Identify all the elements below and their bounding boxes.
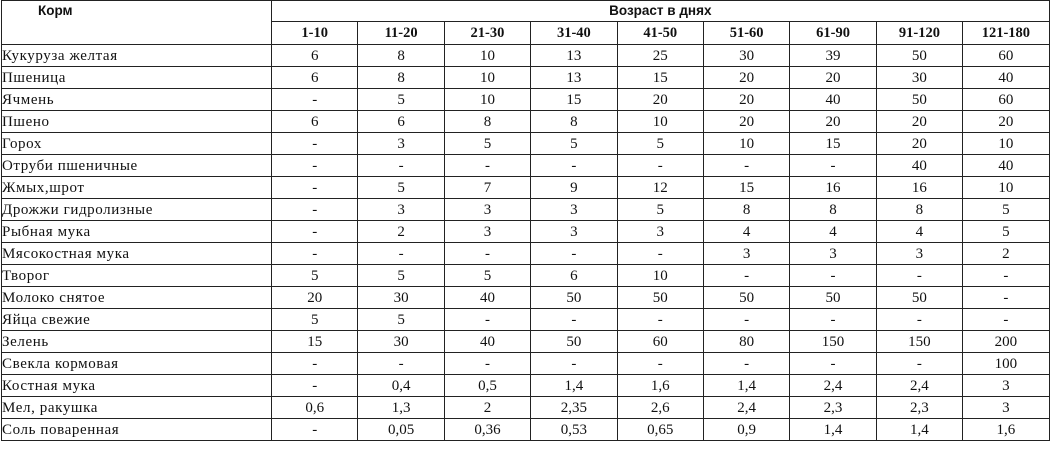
value-cell: - xyxy=(703,353,789,375)
value-cell: - xyxy=(790,353,876,375)
table-row xyxy=(2,111,1050,133)
value-cell: 5 xyxy=(272,309,358,331)
value-cell: 10 xyxy=(617,265,703,287)
value-cell: 2,6 xyxy=(617,397,703,419)
value-cell: 5 xyxy=(617,199,703,221)
value-cell: 5 xyxy=(444,265,530,287)
value-cell: - xyxy=(444,309,530,331)
table-row xyxy=(2,199,1050,221)
table-row xyxy=(2,419,1050,441)
value-cell: 2,3 xyxy=(790,397,876,419)
age-column-header: 91-120 xyxy=(876,22,962,45)
value-cell: - xyxy=(963,265,1049,287)
value-cell: 0,4 xyxy=(358,375,444,397)
value-cell: 10 xyxy=(444,45,530,67)
value-cell: 0,53 xyxy=(531,419,617,441)
value-cell: 1,4 xyxy=(790,419,876,441)
table-header xyxy=(2,1,1050,45)
feed-name-cell: Горох xyxy=(2,133,272,155)
value-cell: 9 xyxy=(531,177,617,199)
value-cell: - xyxy=(963,287,1049,309)
value-cell: 20 xyxy=(963,111,1049,133)
feed-name-cell: Ячмень xyxy=(2,89,272,111)
value-cell: 10 xyxy=(444,89,530,111)
value-cell: - xyxy=(272,375,358,397)
value-cell: 3 xyxy=(617,221,703,243)
value-cell: 15 xyxy=(531,89,617,111)
value-cell: - xyxy=(272,199,358,221)
age-column-header: 21-30 xyxy=(444,22,530,45)
value-cell: 5 xyxy=(272,265,358,287)
feed-name-cell: Молоко снятое xyxy=(2,287,272,309)
value-cell: 60 xyxy=(963,89,1049,111)
value-cell: - xyxy=(272,133,358,155)
value-cell: 10 xyxy=(444,67,530,89)
value-cell: - xyxy=(444,353,530,375)
value-cell: - xyxy=(617,309,703,331)
feed-name-cell: Мел, ракушка xyxy=(2,397,272,419)
table-row xyxy=(2,221,1050,243)
value-cell: 20 xyxy=(790,111,876,133)
value-cell: 6 xyxy=(272,67,358,89)
value-cell: 40 xyxy=(444,331,530,353)
table-body xyxy=(2,45,1050,441)
age-column-header: 61-90 xyxy=(790,22,876,45)
feed-name-cell: Мясокостная мука xyxy=(2,243,272,265)
value-cell: 3 xyxy=(963,375,1049,397)
value-cell: 2,4 xyxy=(876,375,962,397)
value-cell: 20 xyxy=(617,89,703,111)
value-cell: 20 xyxy=(272,287,358,309)
value-cell: 4 xyxy=(876,221,962,243)
value-cell: 150 xyxy=(876,331,962,353)
table-row xyxy=(2,177,1050,199)
age-column-header: 121-180 xyxy=(963,22,1049,45)
value-cell: 50 xyxy=(876,45,962,67)
feed-name-cell: Яйца свежие xyxy=(2,309,272,331)
age-column-header: 31-40 xyxy=(531,22,617,45)
value-cell: 50 xyxy=(531,331,617,353)
value-cell: 150 xyxy=(790,331,876,353)
table-row xyxy=(2,309,1050,331)
feed-name-cell: Свекла кормовая xyxy=(2,353,272,375)
table-row xyxy=(2,67,1050,89)
value-cell: 25 xyxy=(617,45,703,67)
table-row xyxy=(2,155,1050,177)
value-cell: - xyxy=(272,221,358,243)
value-cell: 6 xyxy=(272,45,358,67)
feed-name-cell: Пшено xyxy=(2,111,272,133)
value-cell: 0,36 xyxy=(444,419,530,441)
value-cell: 0,05 xyxy=(358,419,444,441)
feed-name-cell: Дрожжи гидролизные xyxy=(2,199,272,221)
value-cell: 2 xyxy=(358,221,444,243)
value-cell: 10 xyxy=(617,111,703,133)
value-cell: 80 xyxy=(703,331,789,353)
value-cell: 1,4 xyxy=(876,419,962,441)
value-cell: 15 xyxy=(272,331,358,353)
value-cell: 20 xyxy=(703,67,789,89)
value-cell: - xyxy=(876,309,962,331)
value-cell: 15 xyxy=(790,133,876,155)
value-cell: - xyxy=(790,265,876,287)
table-row xyxy=(2,353,1050,375)
value-cell: 6 xyxy=(358,111,444,133)
table-row xyxy=(2,287,1050,309)
value-cell: 5 xyxy=(531,133,617,155)
value-cell: 2,4 xyxy=(790,375,876,397)
value-cell: - xyxy=(790,309,876,331)
value-cell: 0,6 xyxy=(272,397,358,419)
table-row xyxy=(2,133,1050,155)
value-cell: 20 xyxy=(703,89,789,111)
value-cell: 2,3 xyxy=(876,397,962,419)
value-cell: 10 xyxy=(963,177,1049,199)
value-cell: 60 xyxy=(963,45,1049,67)
table-row xyxy=(2,265,1050,287)
value-cell: 8 xyxy=(876,199,962,221)
value-cell: 3 xyxy=(790,243,876,265)
value-cell: 20 xyxy=(876,111,962,133)
value-cell: 10 xyxy=(963,133,1049,155)
value-cell: 40 xyxy=(444,287,530,309)
value-cell: 30 xyxy=(358,331,444,353)
age-column-header: 51-60 xyxy=(703,22,789,45)
feed-name-cell: Соль поваренная xyxy=(2,419,272,441)
value-cell: 3 xyxy=(703,243,789,265)
feed-name-cell: Костная мука xyxy=(2,375,272,397)
value-cell: 200 xyxy=(963,331,1049,353)
value-cell: 40 xyxy=(963,155,1049,177)
value-cell: - xyxy=(272,155,358,177)
value-cell: 30 xyxy=(703,45,789,67)
value-cell: 1,3 xyxy=(358,397,444,419)
value-cell: 2,4 xyxy=(703,397,789,419)
value-cell: 10 xyxy=(703,133,789,155)
value-cell: 5 xyxy=(963,199,1049,221)
value-cell: - xyxy=(358,243,444,265)
value-cell: - xyxy=(617,155,703,177)
value-cell: - xyxy=(531,155,617,177)
value-cell: - xyxy=(876,353,962,375)
value-cell: 12 xyxy=(617,177,703,199)
value-cell: - xyxy=(531,353,617,375)
value-cell: 8 xyxy=(358,45,444,67)
value-cell: 50 xyxy=(790,287,876,309)
value-cell: 15 xyxy=(703,177,789,199)
feed-ration-table xyxy=(1,0,1050,441)
value-cell: - xyxy=(963,309,1049,331)
value-cell: 3 xyxy=(358,199,444,221)
value-cell: 40 xyxy=(790,89,876,111)
table-row xyxy=(2,89,1050,111)
value-cell: - xyxy=(703,155,789,177)
value-cell: 6 xyxy=(531,265,617,287)
value-cell: 50 xyxy=(531,287,617,309)
value-cell: - xyxy=(358,353,444,375)
value-cell: 3 xyxy=(531,221,617,243)
feed-name-cell: Пшеница xyxy=(2,67,272,89)
value-cell: 0,9 xyxy=(703,419,789,441)
value-cell: 5 xyxy=(358,265,444,287)
value-cell: - xyxy=(358,155,444,177)
value-cell: 3 xyxy=(876,243,962,265)
value-cell: - xyxy=(444,243,530,265)
value-cell: 20 xyxy=(876,133,962,155)
value-cell: 40 xyxy=(963,67,1049,89)
value-cell: 5 xyxy=(358,177,444,199)
age-group-header: Возраст в днях xyxy=(272,1,1050,22)
value-cell: - xyxy=(617,243,703,265)
table-row xyxy=(2,243,1050,265)
feed-name-cell: Кукуруза желтая xyxy=(2,45,272,67)
age-column-header: 1-10 xyxy=(272,22,358,45)
age-column-header: 11-20 xyxy=(358,22,444,45)
value-cell: 2 xyxy=(963,243,1049,265)
value-cell: 50 xyxy=(876,89,962,111)
value-cell: 3 xyxy=(531,199,617,221)
value-cell: - xyxy=(272,243,358,265)
value-cell: 1,6 xyxy=(963,419,1049,441)
feed-name-cell: Жмых,шрот xyxy=(2,177,272,199)
value-cell: - xyxy=(617,353,703,375)
value-cell: 15 xyxy=(617,67,703,89)
value-cell: - xyxy=(703,265,789,287)
value-cell: 30 xyxy=(876,67,962,89)
value-cell: 5 xyxy=(444,133,530,155)
table-row xyxy=(2,45,1050,67)
table-row xyxy=(2,397,1050,419)
value-cell: 8 xyxy=(531,111,617,133)
feed-name-cell: Творог xyxy=(2,265,272,287)
value-cell: 8 xyxy=(358,67,444,89)
value-cell: 20 xyxy=(703,111,789,133)
feed-name-cell: Зелень xyxy=(2,331,272,353)
value-cell: 4 xyxy=(790,221,876,243)
value-cell: - xyxy=(531,309,617,331)
value-cell: - xyxy=(444,155,530,177)
value-cell: 4 xyxy=(703,221,789,243)
value-cell: 40 xyxy=(876,155,962,177)
value-cell: 8 xyxy=(790,199,876,221)
feed-name-cell: Рыбная мука xyxy=(2,221,272,243)
value-cell: 2,35 xyxy=(531,397,617,419)
value-cell: 0,65 xyxy=(617,419,703,441)
value-cell: 50 xyxy=(617,287,703,309)
value-cell: 39 xyxy=(790,45,876,67)
value-cell: 5 xyxy=(358,89,444,111)
value-cell: - xyxy=(272,89,358,111)
header-row-top xyxy=(2,1,1050,22)
value-cell: - xyxy=(531,243,617,265)
value-cell: 1,4 xyxy=(703,375,789,397)
value-cell: 30 xyxy=(358,287,444,309)
value-cell: 13 xyxy=(531,45,617,67)
value-cell: - xyxy=(272,353,358,375)
value-cell: 5 xyxy=(963,221,1049,243)
value-cell: 7 xyxy=(444,177,530,199)
value-cell: 50 xyxy=(876,287,962,309)
value-cell: 13 xyxy=(531,67,617,89)
value-cell: 16 xyxy=(790,177,876,199)
feed-name-cell: Отруби пшеничные xyxy=(2,155,272,177)
value-cell: 3 xyxy=(358,133,444,155)
value-cell: 1,4 xyxy=(531,375,617,397)
feed-column-header: Корм xyxy=(2,1,272,45)
value-cell: 60 xyxy=(617,331,703,353)
value-cell: 3 xyxy=(444,221,530,243)
value-cell: 2 xyxy=(444,397,530,419)
value-cell: 0,5 xyxy=(444,375,530,397)
table-row xyxy=(2,331,1050,353)
value-cell: 20 xyxy=(790,67,876,89)
value-cell: 5 xyxy=(617,133,703,155)
value-cell: 8 xyxy=(444,111,530,133)
value-cell: - xyxy=(703,309,789,331)
value-cell: - xyxy=(272,419,358,441)
value-cell: 100 xyxy=(963,353,1049,375)
value-cell: - xyxy=(876,265,962,287)
table-row xyxy=(2,375,1050,397)
value-cell: 50 xyxy=(703,287,789,309)
value-cell: 5 xyxy=(358,309,444,331)
value-cell: 6 xyxy=(272,111,358,133)
value-cell: - xyxy=(272,177,358,199)
value-cell: 3 xyxy=(444,199,530,221)
value-cell: 8 xyxy=(703,199,789,221)
value-cell: 1,6 xyxy=(617,375,703,397)
value-cell: - xyxy=(790,155,876,177)
age-column-header: 41-50 xyxy=(617,22,703,45)
value-cell: 16 xyxy=(876,177,962,199)
value-cell: 3 xyxy=(963,397,1049,419)
